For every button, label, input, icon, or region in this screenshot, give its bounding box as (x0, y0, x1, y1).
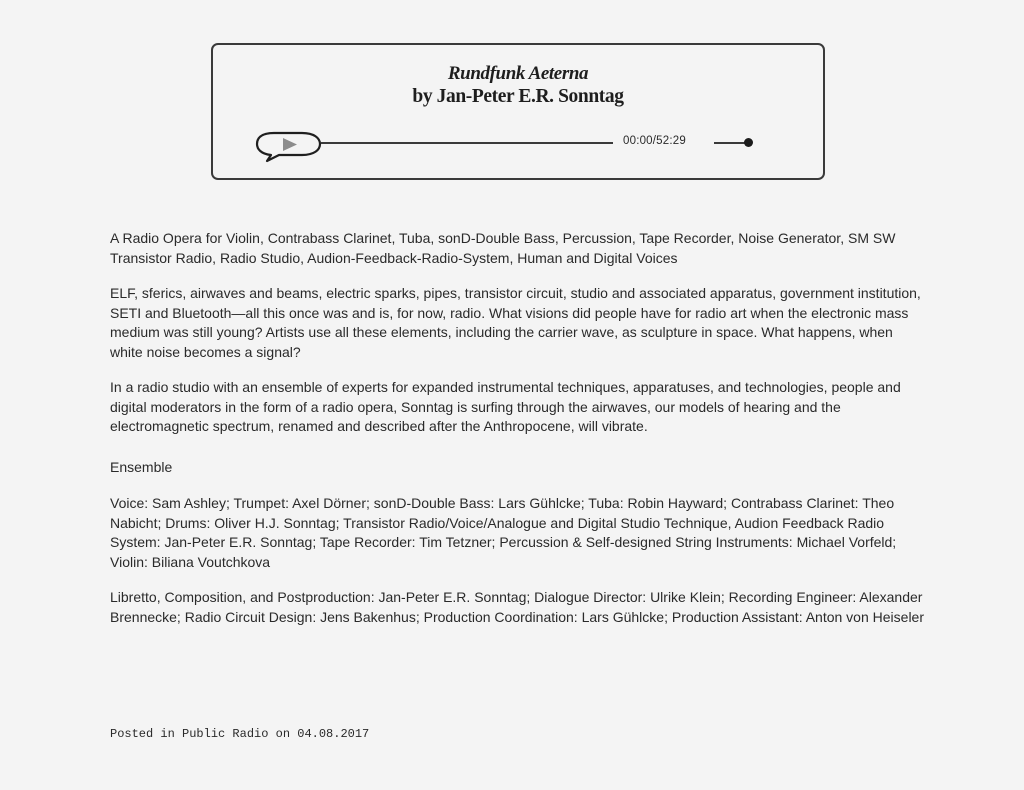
time-display: 00:00/52:29 (623, 135, 686, 147)
volume-knob[interactable] (744, 138, 753, 147)
on-label: on (275, 727, 291, 741)
volume-slider[interactable] (714, 142, 746, 144)
post-date: 04.08.2017 (297, 727, 370, 741)
posted-in-label: Posted in (110, 727, 175, 741)
progress-bar[interactable] (321, 142, 613, 144)
post-meta (110, 727, 369, 741)
work-title: Rundfunk Aeterna (447, 63, 589, 84)
post-content (110, 229, 925, 643)
production-credits: Libretto, Composition, and Postproduction: Jan-Peter E.R. Sonntag; Dialogue Director: Ulrike Klein; Recording Engineer: Alexander Brennecke; Radio Circuit Design: Jens Bakenhus; Production Coordination: Lars Gühlcke; Production Assistant: Anton von Heiseler (110, 589, 924, 625)
description-paragraph: ELF, sferics, airwaves and beams, electric sparks, pipes, transistor circuit, studio and associated apparatus, government institution, SETI and Bluetooth—all this once was and is, for now, radio. What visions did people have for radio art when the electronic mass medium was still young? Artists use all these elements, including the carrier wave, as sculpture in space. What happens, when white noise becomes a signal? (110, 285, 921, 360)
work-author: by Jan-Peter E.R. Sonntag (412, 86, 624, 107)
play-icon (254, 126, 324, 164)
instrumentation-text: A Radio Opera for Violin, Contrabass Clarinet, Tuba, sonD-Double Bass, Percussion, Tape Recorder, Noise Generator, SM SW Transistor Radio, Radio Studio, Audion-Feedback-Radio-System, Human and Digital Voices (110, 230, 896, 266)
ensemble-heading: Ensemble (110, 458, 173, 475)
play-button[interactable] (254, 126, 324, 164)
description-paragraph: In a radio studio with an ensemble of experts for expanded instrumental techniques, apparatuses, and technologies, people and digital moderators in the form of a radio opera, Sonntag is surfing through the airwaves, our models of hearing and the electromagnetic spectrum, renamed and described after the Anthropocene, will vibrate. (110, 379, 901, 434)
ensemble-performers: Voice: Sam Ashley; Trumpet: Axel Dörner; sonD-Double Bass: Lars Gühlcke; Tuba: Robin Hayward; Contrabass Clarinet: Theo Nabicht; Drums: Oliver H.J. Sonntag; Transistor Radio/Voice/Analogue and Digital Studio Technique, Audion Feedback Radio System: Jan-Peter E.R. Sonntag; Tape Recorder: Tim Tetzner; Percussion & Self-designed String Instruments: Michael Vorfeld; Violin: Biliana Voutchkova (110, 495, 897, 570)
audio-player (211, 43, 825, 180)
category-link[interactable]: Public Radio (182, 727, 269, 741)
